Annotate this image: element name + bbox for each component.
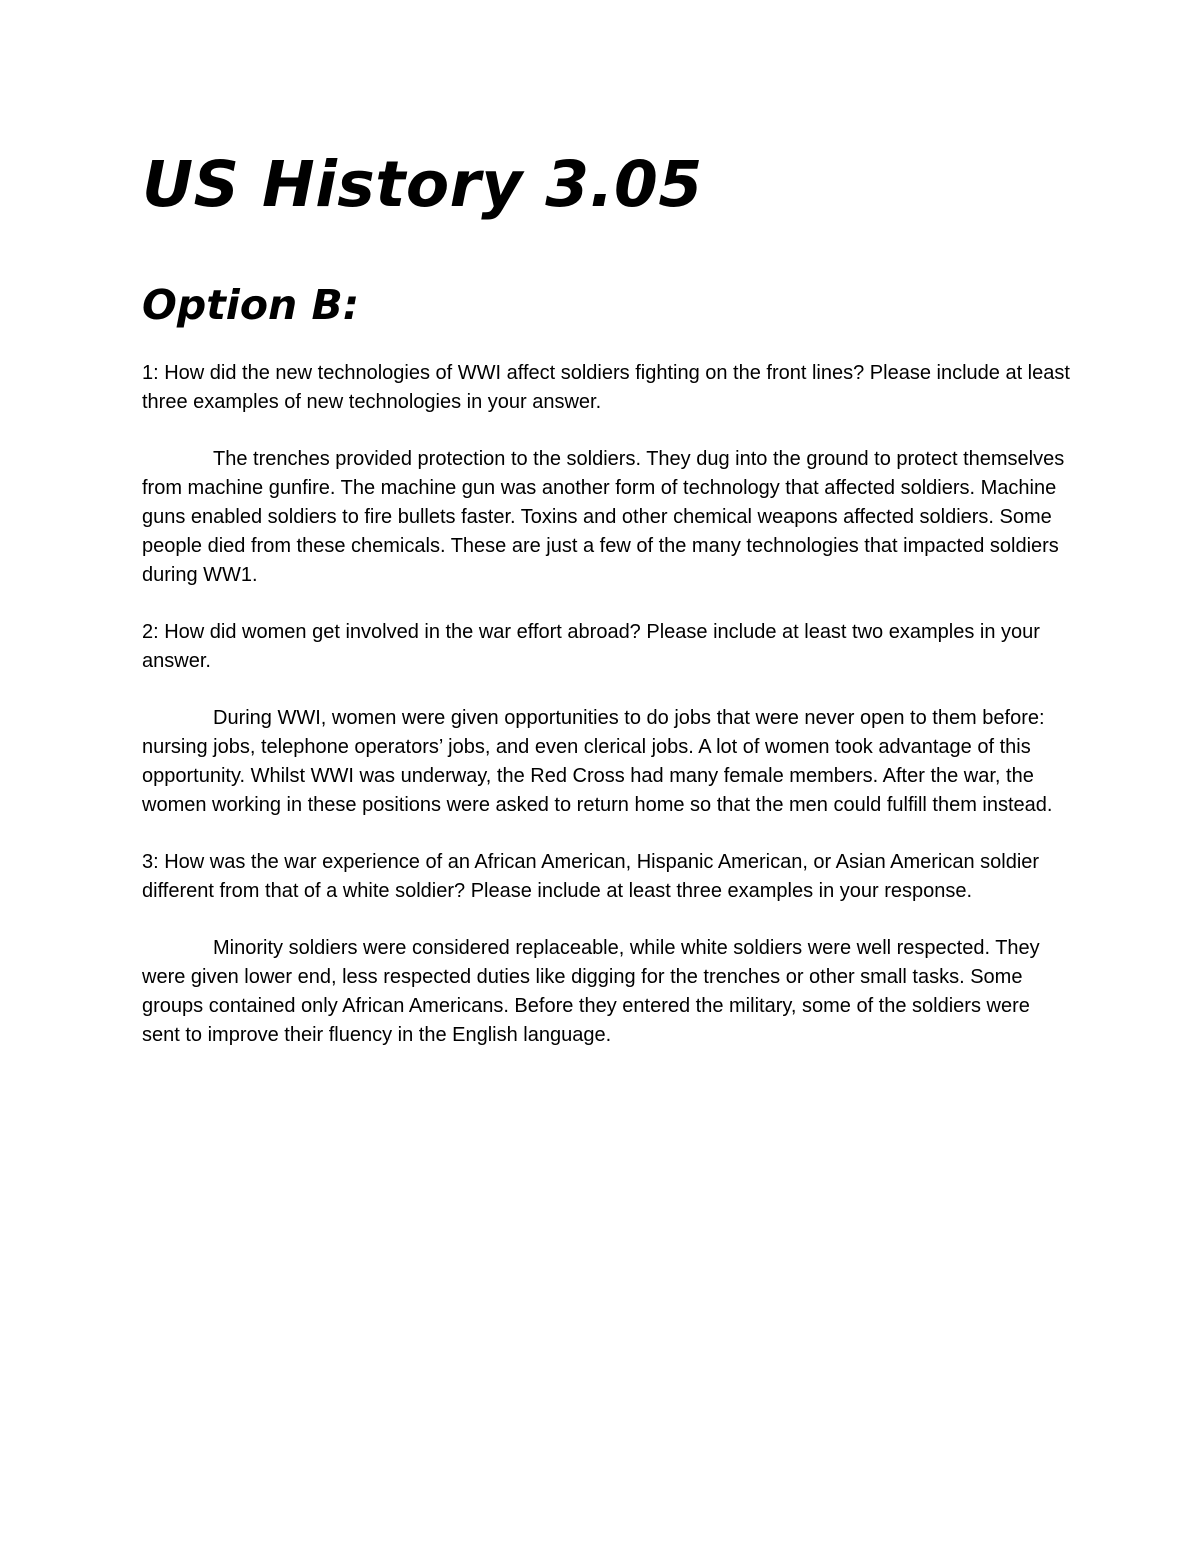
- answer-3: Minority soldiers were considered replaceable, while white soldiers were well respected. They were given lower end, less respected duties like digging for the trenches or other small tasks. Some groups contained only African Americans. Before they entered the military, some of the soldiers were sent to improve their fluency in the English language.: [142, 937, 1040, 1046]
- document-page: [142, 140, 1072, 1050]
- answer-1: The trenches provided protection to the soldiers. They dug into the ground to protect themselves from machine gunfire. The machine gun was another form of technology that affected soldiers. Machine guns enabled soldiers to fire bullets faster. Toxins and other chemical weapons affected soldiers. Some people died from these chemicals. These are just a few of the many technologies that impacted soldiers during WW1.: [142, 448, 1065, 586]
- document-title: US History 3.05: [142, 148, 703, 221]
- question-3: 3: How was the war experience of an African American, Hispanic American, or Asian American soldier different from that of a white soldier? Please include at least three examples in your response.: [142, 851, 1040, 902]
- question-2: 2: How did women get involved in the war effort abroad? Please include at least two examples in your answer.: [142, 621, 1040, 672]
- question-1: 1: How did the new technologies of WWI affect soldiers fighting on the front lines? Please include at least three examples of new technologies in your answer.: [142, 362, 1070, 413]
- answer-2: During WWI, women were given opportunities to do jobs that were never open to them before: nursing jobs, telephone operators’ jobs, and even clerical jobs. A lot of women took advantage of this opportunity. Whilst WWI was underway, the Red Cross had many female members. After the war, the women working in these positions were asked to return home so that the men could fulfill them instead.: [142, 707, 1053, 816]
- document-subtitle: Option B:: [142, 281, 360, 329]
